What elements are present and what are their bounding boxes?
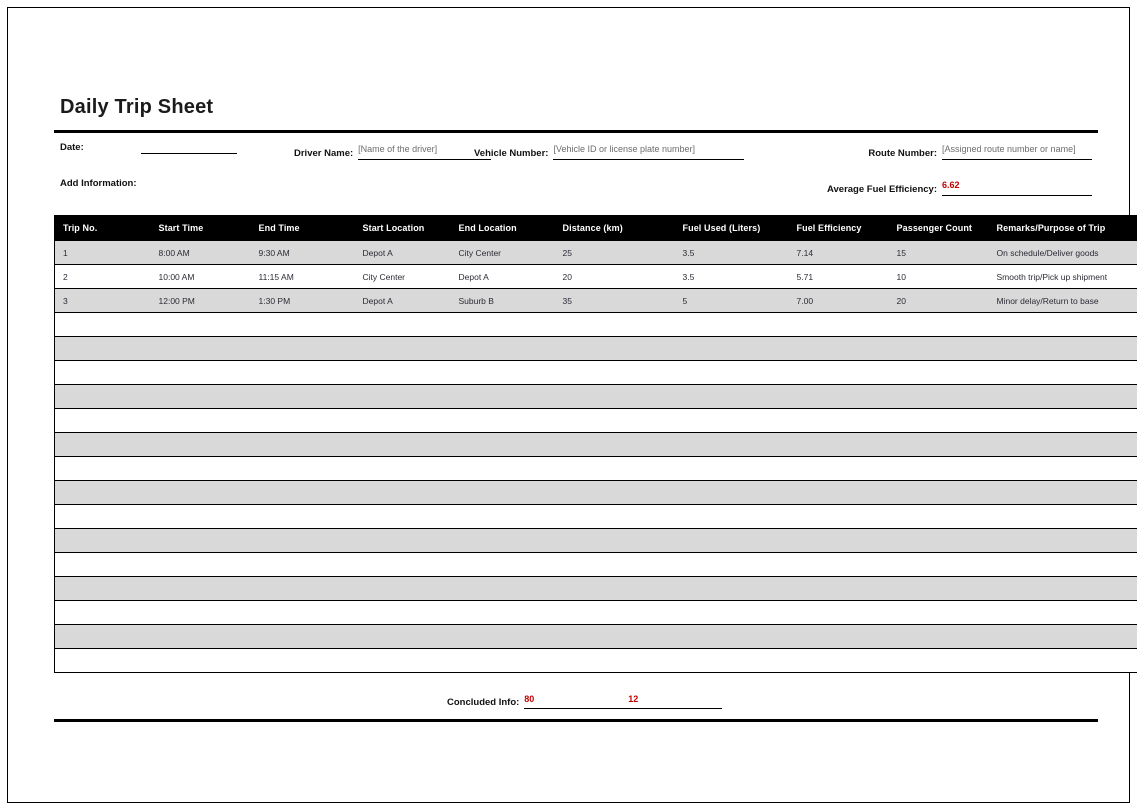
table-cell[interactable] bbox=[989, 481, 1137, 505]
table-cell[interactable] bbox=[555, 313, 675, 337]
table-cell[interactable] bbox=[555, 529, 675, 553]
table-cell[interactable] bbox=[355, 625, 451, 649]
table-cell[interactable] bbox=[789, 409, 889, 433]
table-cell[interactable] bbox=[55, 505, 151, 529]
table-cell[interactable] bbox=[675, 433, 789, 457]
table-cell[interactable] bbox=[989, 313, 1137, 337]
table-cell[interactable]: 7.00 bbox=[789, 289, 889, 313]
table-cell[interactable] bbox=[989, 529, 1137, 553]
table-cell[interactable] bbox=[55, 313, 151, 337]
table-cell[interactable] bbox=[451, 313, 555, 337]
route-number-field[interactable] bbox=[868, 141, 1092, 160]
table-row[interactable] bbox=[55, 649, 1137, 673]
table-cell[interactable] bbox=[989, 601, 1137, 625]
table-cell[interactable] bbox=[251, 433, 355, 457]
table-cell[interactable] bbox=[789, 553, 889, 577]
table-cell[interactable] bbox=[675, 409, 789, 433]
table-cell[interactable] bbox=[451, 625, 555, 649]
table-cell[interactable] bbox=[555, 577, 675, 601]
table-cell[interactable] bbox=[451, 457, 555, 481]
table-cell[interactable]: City Center bbox=[355, 265, 451, 289]
table-cell[interactable]: 8:00 AM bbox=[151, 241, 251, 265]
concluded-info-input[interactable] bbox=[524, 693, 722, 709]
table-cell[interactable] bbox=[555, 337, 675, 361]
table-cell[interactable] bbox=[555, 409, 675, 433]
table-cell[interactable] bbox=[251, 577, 355, 601]
table-cell[interactable] bbox=[675, 649, 789, 673]
table-cell[interactable] bbox=[451, 601, 555, 625]
table-cell[interactable] bbox=[889, 433, 989, 457]
table-cell[interactable] bbox=[789, 313, 889, 337]
table-cell[interactable] bbox=[151, 337, 251, 361]
date-label: Date: bbox=[60, 142, 84, 153]
table-body bbox=[55, 241, 1137, 673]
table-row[interactable] bbox=[55, 529, 1137, 553]
table-cell[interactable]: 35 bbox=[555, 289, 675, 313]
table-cell[interactable] bbox=[55, 649, 151, 673]
table-cell[interactable]: 3.5 bbox=[675, 265, 789, 289]
table-cell[interactable]: 10:00 AM bbox=[151, 265, 251, 289]
table-cell[interactable] bbox=[675, 481, 789, 505]
table-cell[interactable] bbox=[675, 385, 789, 409]
table-cell[interactable] bbox=[989, 337, 1137, 361]
table-cell[interactable] bbox=[889, 481, 989, 505]
vehicle-number-input[interactable] bbox=[553, 141, 744, 160]
table-cell[interactable] bbox=[451, 361, 555, 385]
table-cell[interactable]: 20 bbox=[889, 289, 989, 313]
table-cell[interactable] bbox=[555, 625, 675, 649]
table-cell[interactable] bbox=[889, 601, 989, 625]
table-cell[interactable]: 3.5 bbox=[675, 241, 789, 265]
table-cell[interactable]: Depot A bbox=[355, 289, 451, 313]
table-cell[interactable] bbox=[675, 601, 789, 625]
table-cell[interactable] bbox=[989, 433, 1137, 457]
table-cell[interactable] bbox=[355, 649, 451, 673]
table-row[interactable] bbox=[55, 505, 1137, 529]
meta-row-primary bbox=[54, 133, 1098, 177]
table-cell[interactable] bbox=[675, 457, 789, 481]
table-cell[interactable] bbox=[55, 409, 151, 433]
add-information-field bbox=[60, 177, 142, 190]
table-cell[interactable] bbox=[675, 529, 789, 553]
concluded-info-value-2: 12 bbox=[628, 694, 639, 704]
table-row[interactable] bbox=[55, 601, 1137, 625]
concluded-info-value-1: 80 bbox=[524, 694, 535, 704]
table-cell[interactable] bbox=[889, 529, 989, 553]
table-cell[interactable] bbox=[889, 337, 989, 361]
table-column-header: End Time bbox=[251, 216, 355, 241]
table-cell[interactable] bbox=[151, 409, 251, 433]
table-cell[interactable] bbox=[889, 625, 989, 649]
table-row[interactable] bbox=[55, 313, 1137, 337]
table-cell[interactable] bbox=[251, 313, 355, 337]
driver-name-input[interactable] bbox=[358, 141, 491, 160]
table-cell[interactable] bbox=[355, 481, 451, 505]
table-cell[interactable] bbox=[675, 361, 789, 385]
table-cell[interactable] bbox=[889, 385, 989, 409]
table-cell[interactable] bbox=[151, 625, 251, 649]
table-cell[interactable] bbox=[151, 457, 251, 481]
table-cell[interactable]: 20 bbox=[555, 265, 675, 289]
table-cell[interactable] bbox=[151, 361, 251, 385]
table-row[interactable] bbox=[55, 337, 1137, 361]
vehicle-number-label: Vehicle Number: bbox=[474, 148, 549, 159]
average-fuel-efficiency-value: 6.62 bbox=[942, 180, 960, 190]
table-cell[interactable] bbox=[251, 481, 355, 505]
table-cell[interactable] bbox=[889, 313, 989, 337]
table-cell[interactable] bbox=[555, 601, 675, 625]
table-cell[interactable] bbox=[989, 649, 1137, 673]
table-cell[interactable] bbox=[451, 553, 555, 577]
table-cell[interactable] bbox=[989, 457, 1137, 481]
table-cell[interactable] bbox=[251, 553, 355, 577]
table-cell[interactable] bbox=[889, 505, 989, 529]
table-cell[interactable] bbox=[151, 385, 251, 409]
table-cell[interactable] bbox=[55, 361, 151, 385]
table-row[interactable] bbox=[55, 625, 1137, 649]
table-cell[interactable] bbox=[451, 505, 555, 529]
table-cell[interactable]: On schedule/Deliver goods bbox=[989, 241, 1137, 265]
table-cell[interactable] bbox=[151, 577, 251, 601]
table-header-row bbox=[55, 216, 1137, 241]
table-cell[interactable]: 11:15 AM bbox=[251, 265, 355, 289]
table-cell[interactable] bbox=[889, 553, 989, 577]
table-cell[interactable] bbox=[251, 505, 355, 529]
table-cell[interactable] bbox=[451, 433, 555, 457]
table-cell[interactable] bbox=[989, 577, 1137, 601]
table-cell[interactable] bbox=[55, 577, 151, 601]
table-cell[interactable] bbox=[789, 433, 889, 457]
table-cell[interactable] bbox=[555, 649, 675, 673]
table-cell[interactable] bbox=[555, 553, 675, 577]
table-column-header: End Location bbox=[451, 216, 555, 241]
table-cell[interactable] bbox=[555, 505, 675, 529]
table-cell[interactable] bbox=[889, 409, 989, 433]
table-cell[interactable]: City Center bbox=[451, 241, 555, 265]
table-cell[interactable] bbox=[251, 601, 355, 625]
table-cell[interactable] bbox=[355, 433, 451, 457]
table-column-header: Fuel Efficiency bbox=[789, 216, 889, 241]
table-column-header: Trip No. bbox=[55, 216, 151, 241]
table-cell[interactable] bbox=[675, 313, 789, 337]
table-cell[interactable] bbox=[451, 529, 555, 553]
table-cell[interactable] bbox=[555, 433, 675, 457]
table-cell[interactable] bbox=[789, 601, 889, 625]
table-cell[interactable] bbox=[451, 385, 555, 409]
table-cell[interactable]: 7.14 bbox=[789, 241, 889, 265]
table-cell[interactable] bbox=[989, 361, 1137, 385]
driver-name-field[interactable] bbox=[294, 141, 491, 160]
table-cell[interactable]: 3 bbox=[55, 289, 151, 313]
table-cell[interactable] bbox=[989, 385, 1137, 409]
table-cell[interactable] bbox=[55, 601, 151, 625]
table-cell[interactable] bbox=[555, 481, 675, 505]
table-cell[interactable]: 10 bbox=[889, 265, 989, 289]
table-cell[interactable] bbox=[355, 601, 451, 625]
table-cell[interactable] bbox=[55, 529, 151, 553]
table-row[interactable] bbox=[55, 385, 1137, 409]
table-cell[interactable] bbox=[355, 529, 451, 553]
table-row[interactable] bbox=[55, 433, 1137, 457]
table-cell[interactable]: Depot A bbox=[355, 241, 451, 265]
average-fuel-efficiency-field[interactable] bbox=[827, 177, 1092, 196]
route-number-label: Route Number: bbox=[868, 148, 937, 159]
table-cell[interactable] bbox=[251, 337, 355, 361]
date-field[interactable] bbox=[60, 141, 237, 154]
table-row[interactable] bbox=[55, 241, 1137, 265]
table-cell[interactable] bbox=[789, 625, 889, 649]
table-cell[interactable] bbox=[451, 577, 555, 601]
table-column-header: Fuel Used (Liters) bbox=[675, 216, 789, 241]
table-cell[interactable] bbox=[55, 457, 151, 481]
table-cell[interactable] bbox=[151, 505, 251, 529]
driver-name-label: Driver Name: bbox=[294, 148, 354, 159]
table-cell[interactable] bbox=[889, 361, 989, 385]
table-cell[interactable]: 15 bbox=[889, 241, 989, 265]
table-cell[interactable] bbox=[789, 505, 889, 529]
table-cell[interactable] bbox=[151, 433, 251, 457]
table-cell[interactable]: 5 bbox=[675, 289, 789, 313]
table-cell[interactable] bbox=[355, 553, 451, 577]
table-row[interactable] bbox=[55, 289, 1137, 313]
table-cell[interactable] bbox=[675, 553, 789, 577]
table-cell[interactable] bbox=[555, 361, 675, 385]
page-title: Daily Trip Sheet bbox=[60, 96, 214, 118]
table-cell[interactable] bbox=[355, 409, 451, 433]
table-cell[interactable] bbox=[251, 625, 355, 649]
bottom-rule bbox=[54, 719, 1098, 722]
table-cell[interactable] bbox=[251, 409, 355, 433]
average-fuel-efficiency-label: Average Fuel Efficiency: bbox=[827, 184, 937, 195]
table-cell[interactable] bbox=[251, 385, 355, 409]
table-cell[interactable] bbox=[889, 457, 989, 481]
table-cell[interactable] bbox=[355, 457, 451, 481]
table-cell[interactable]: Smooth trip/Pick up shipment bbox=[989, 265, 1137, 289]
table-cell[interactable] bbox=[355, 505, 451, 529]
table-cell[interactable] bbox=[789, 385, 889, 409]
table-cell[interactable] bbox=[989, 409, 1137, 433]
table-cell[interactable] bbox=[989, 505, 1137, 529]
trip-table bbox=[54, 215, 1137, 673]
table-cell[interactable] bbox=[251, 361, 355, 385]
table-cell[interactable] bbox=[355, 313, 451, 337]
table-cell[interactable] bbox=[889, 577, 989, 601]
vehicle-number-field[interactable] bbox=[474, 141, 744, 160]
table-cell[interactable] bbox=[355, 337, 451, 361]
table-cell[interactable] bbox=[675, 505, 789, 529]
table-cell[interactable] bbox=[355, 385, 451, 409]
table-cell[interactable] bbox=[151, 553, 251, 577]
table-cell[interactable] bbox=[789, 529, 889, 553]
table-cell[interactable] bbox=[675, 577, 789, 601]
concluded-info-label: Concluded Info: bbox=[447, 697, 520, 708]
route-number-input[interactable] bbox=[942, 141, 1092, 160]
table-row[interactable] bbox=[55, 457, 1137, 481]
page-frame bbox=[7, 7, 1130, 803]
table-cell[interactable] bbox=[789, 337, 889, 361]
table-cell[interactable] bbox=[789, 649, 889, 673]
table-cell[interactable] bbox=[989, 625, 1137, 649]
table-cell[interactable] bbox=[789, 481, 889, 505]
table-column-header: Start Location bbox=[355, 216, 451, 241]
concluded-info-field[interactable] bbox=[447, 693, 722, 709]
table-cell[interactable] bbox=[151, 601, 251, 625]
vehicle-number-placeholder: [Vehicle ID or license plate number] bbox=[553, 144, 696, 154]
table-cell[interactable]: 2 bbox=[55, 265, 151, 289]
table-cell[interactable] bbox=[151, 313, 251, 337]
table-cell[interactable] bbox=[451, 649, 555, 673]
table-cell[interactable] bbox=[675, 625, 789, 649]
table-cell[interactable] bbox=[55, 553, 151, 577]
table-row[interactable] bbox=[55, 409, 1137, 433]
add-information-label: Add Information: bbox=[60, 178, 137, 189]
table-cell[interactable] bbox=[889, 649, 989, 673]
table-cell[interactable] bbox=[151, 529, 251, 553]
table-cell[interactable] bbox=[989, 553, 1137, 577]
meta-row-secondary bbox=[54, 177, 1098, 207]
table-cell[interactable]: 25 bbox=[555, 241, 675, 265]
average-fuel-efficiency-input[interactable] bbox=[942, 177, 1092, 196]
table-cell[interactable] bbox=[451, 337, 555, 361]
table-cell[interactable]: Minor delay/Return to base bbox=[989, 289, 1137, 313]
driver-name-placeholder: [Name of the driver] bbox=[358, 144, 438, 154]
table-column-header: Distance (km) bbox=[555, 216, 675, 241]
table-cell[interactable]: 1:30 PM bbox=[251, 289, 355, 313]
table-cell[interactable] bbox=[451, 481, 555, 505]
table-row[interactable] bbox=[55, 481, 1137, 505]
table-cell[interactable]: 12:00 PM bbox=[151, 289, 251, 313]
document-content bbox=[54, 96, 1108, 727]
table-row[interactable] bbox=[55, 553, 1137, 577]
table-cell[interactable] bbox=[789, 577, 889, 601]
table-cell[interactable]: 5.71 bbox=[789, 265, 889, 289]
table-cell[interactable] bbox=[151, 481, 251, 505]
table-cell[interactable] bbox=[451, 409, 555, 433]
table-cell[interactable] bbox=[55, 385, 151, 409]
table-cell[interactable] bbox=[789, 457, 889, 481]
table-cell[interactable]: Depot A bbox=[451, 265, 555, 289]
table-cell[interactable] bbox=[55, 433, 151, 457]
date-input[interactable] bbox=[141, 141, 237, 154]
table-cell[interactable] bbox=[789, 361, 889, 385]
table-cell[interactable] bbox=[555, 457, 675, 481]
table-cell[interactable]: Suburb B bbox=[451, 289, 555, 313]
table-cell[interactable] bbox=[251, 457, 355, 481]
table-row[interactable] bbox=[55, 577, 1137, 601]
route-number-placeholder: [Assigned route number or name] bbox=[942, 144, 1076, 154]
table-cell[interactable] bbox=[55, 625, 151, 649]
table-cell[interactable] bbox=[675, 337, 789, 361]
table-cell[interactable] bbox=[355, 361, 451, 385]
table-column-header: Start Time bbox=[151, 216, 251, 241]
table-row[interactable] bbox=[55, 265, 1137, 289]
table-cell[interactable] bbox=[355, 577, 451, 601]
table-cell[interactable] bbox=[555, 385, 675, 409]
table-cell[interactable]: 9:30 AM bbox=[251, 241, 355, 265]
table-cell[interactable]: 1 bbox=[55, 241, 151, 265]
table-cell[interactable] bbox=[55, 481, 151, 505]
table-cell[interactable] bbox=[55, 337, 151, 361]
table-cell[interactable] bbox=[151, 649, 251, 673]
table-row[interactable] bbox=[55, 361, 1137, 385]
table-column-header: Remarks/Purpose of Trip bbox=[989, 216, 1137, 241]
table-cell[interactable] bbox=[251, 649, 355, 673]
table-cell[interactable] bbox=[251, 529, 355, 553]
table-column-header: Passenger Count bbox=[889, 216, 989, 241]
